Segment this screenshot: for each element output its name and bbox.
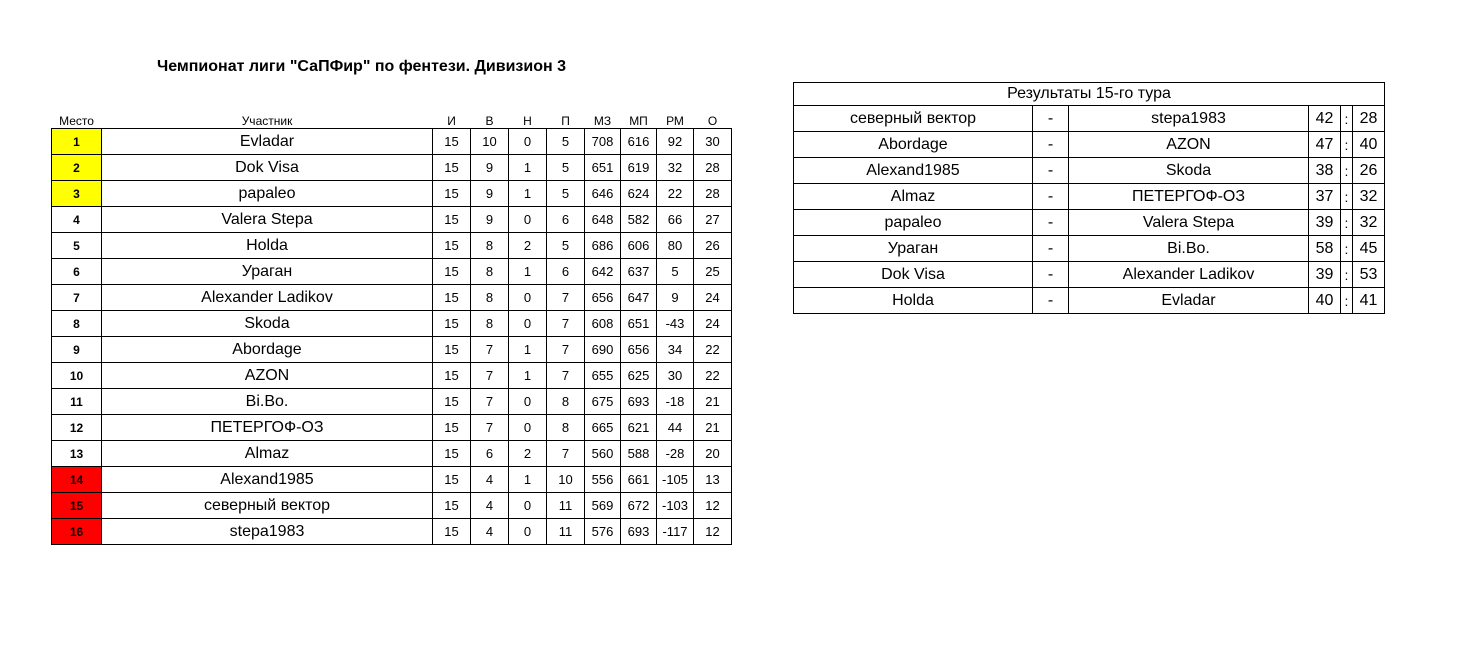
match-row — [794, 132, 1385, 158]
losses-cell: 5 — [547, 181, 585, 207]
home-team: Alexand1985 — [794, 158, 1033, 184]
points-against-cell: 616 — [621, 129, 657, 155]
participant-name: Abordage — [102, 337, 433, 363]
page-title: Чемпионат лиги "СаПФир" по фентези. Дивизион 3 — [157, 58, 566, 75]
participant-name: AZON — [102, 363, 433, 389]
participant-name: Valera Stepa — [102, 207, 433, 233]
points-for-cell: 690 — [585, 337, 621, 363]
draws-cell: 0 — [509, 519, 547, 545]
points-against-cell: 621 — [621, 415, 657, 441]
draws-cell: 1 — [509, 155, 547, 181]
standings-row — [52, 493, 732, 519]
points-against-cell: 651 — [621, 311, 657, 337]
score-cell: 12 — [694, 493, 732, 519]
standings-row — [52, 467, 732, 493]
draws-cell: 2 — [509, 441, 547, 467]
participant-name: ПЕТЕРГОФ-ОЗ — [102, 415, 433, 441]
match-separator: - — [1033, 262, 1069, 288]
match-separator: - — [1033, 132, 1069, 158]
points-diff-cell: 80 — [657, 233, 694, 259]
losses-cell: 11 — [547, 519, 585, 545]
away-score: 26 — [1353, 158, 1385, 184]
points-diff-cell: -103 — [657, 493, 694, 519]
header-score: О — [707, 114, 718, 128]
standings-row — [52, 337, 732, 363]
losses-cell: 6 — [547, 259, 585, 285]
wins-cell: 8 — [471, 285, 509, 311]
points-for-cell: 642 — [585, 259, 621, 285]
match-row — [794, 236, 1385, 262]
games-cell: 15 — [433, 207, 471, 233]
wins-cell: 4 — [471, 519, 509, 545]
points-diff-cell: -18 — [657, 389, 694, 415]
away-team: Bi.Bo. — [1069, 236, 1309, 262]
participant-name: Evladar — [102, 129, 433, 155]
place-cell: 10 — [52, 363, 102, 389]
losses-cell: 7 — [547, 285, 585, 311]
home-score: 47 — [1309, 132, 1341, 158]
away-score: 28 — [1353, 106, 1385, 132]
score-cell: 22 — [694, 337, 732, 363]
games-cell: 15 — [433, 285, 471, 311]
games-cell: 15 — [433, 311, 471, 337]
points-diff-cell: -43 — [657, 311, 694, 337]
place-cell: 15 — [52, 493, 102, 519]
points-diff-cell: -105 — [657, 467, 694, 493]
losses-cell: 8 — [547, 389, 585, 415]
participant-name: Skoda — [102, 311, 433, 337]
match-row — [794, 288, 1385, 314]
points-against-cell: 625 — [621, 363, 657, 389]
match-row — [794, 262, 1385, 288]
match-separator: - — [1033, 106, 1069, 132]
score-cell: 24 — [694, 285, 732, 311]
wins-cell: 4 — [471, 467, 509, 493]
score-colon: : — [1341, 262, 1353, 288]
header-wins: В — [485, 114, 494, 128]
losses-cell: 10 — [547, 467, 585, 493]
standings-row — [52, 415, 732, 441]
place-cell: 8 — [52, 311, 102, 337]
points-for-cell: 686 — [585, 233, 621, 259]
games-cell: 15 — [433, 337, 471, 363]
standings-row — [52, 311, 732, 337]
score-cell: 21 — [694, 389, 732, 415]
match-row — [794, 210, 1385, 236]
draws-cell: 0 — [509, 311, 547, 337]
standings-row — [52, 155, 732, 181]
standings-row — [52, 233, 732, 259]
points-for-cell: 560 — [585, 441, 621, 467]
standings-row — [52, 363, 732, 389]
score-cell: 28 — [694, 155, 732, 181]
header-participant: Участник — [241, 114, 293, 128]
match-row — [794, 106, 1385, 132]
home-score: 38 — [1309, 158, 1341, 184]
points-for-cell: 665 — [585, 415, 621, 441]
wins-cell: 7 — [471, 389, 509, 415]
points-against-cell: 582 — [621, 207, 657, 233]
points-for-cell: 576 — [585, 519, 621, 545]
place-cell: 13 — [52, 441, 102, 467]
draws-cell: 0 — [509, 389, 547, 415]
away-score: 45 — [1353, 236, 1385, 262]
match-separator: - — [1033, 288, 1069, 314]
home-team: северный вектор — [794, 106, 1033, 132]
points-diff-cell: 9 — [657, 285, 694, 311]
participant-name: Ураган — [102, 259, 433, 285]
standings-row — [52, 181, 732, 207]
place-cell: 7 — [52, 285, 102, 311]
points-diff-cell: 92 — [657, 129, 694, 155]
draws-cell: 1 — [509, 467, 547, 493]
home-team: Abordage — [794, 132, 1033, 158]
participant-name: северный вектор — [102, 493, 433, 519]
points-for-cell: 656 — [585, 285, 621, 311]
home-score: 39 — [1309, 210, 1341, 236]
points-diff-cell: 5 — [657, 259, 694, 285]
points-against-cell: 672 — [621, 493, 657, 519]
games-cell: 15 — [433, 415, 471, 441]
games-cell: 15 — [433, 129, 471, 155]
points-against-cell: 624 — [621, 181, 657, 207]
place-cell: 1 — [52, 129, 102, 155]
points-against-cell: 606 — [621, 233, 657, 259]
home-score: 58 — [1309, 236, 1341, 262]
points-against-cell: 693 — [621, 519, 657, 545]
games-cell: 15 — [433, 441, 471, 467]
points-diff-cell: -117 — [657, 519, 694, 545]
points-against-cell: 656 — [621, 337, 657, 363]
draws-cell: 0 — [509, 493, 547, 519]
away-team: ПЕТЕРГОФ-ОЗ — [1069, 184, 1309, 210]
points-for-cell: 651 — [585, 155, 621, 181]
standings-row — [52, 441, 732, 467]
home-team: Holda — [794, 288, 1033, 314]
standings-header-row — [52, 108, 732, 129]
away-team: stepa1983 — [1069, 106, 1309, 132]
away-team: Valera Stepa — [1069, 210, 1309, 236]
away-score: 40 — [1353, 132, 1385, 158]
points-against-cell: 588 — [621, 441, 657, 467]
points-diff-cell: 34 — [657, 337, 694, 363]
games-cell: 15 — [433, 181, 471, 207]
standings-row — [52, 207, 732, 233]
draws-cell: 0 — [509, 207, 547, 233]
games-cell: 15 — [433, 493, 471, 519]
header-losses: П — [561, 114, 570, 128]
away-team: Alexander Ladikov — [1069, 262, 1309, 288]
participant-name: Bi.Bo. — [102, 389, 433, 415]
points-against-cell: 619 — [621, 155, 657, 181]
participant-name: Holda — [102, 233, 433, 259]
wins-cell: 8 — [471, 233, 509, 259]
place-cell: 3 — [52, 181, 102, 207]
score-colon: : — [1341, 158, 1353, 184]
draws-cell: 0 — [509, 285, 547, 311]
score-cell: 30 — [694, 129, 732, 155]
games-cell: 15 — [433, 389, 471, 415]
score-cell: 26 — [694, 233, 732, 259]
draws-cell: 0 — [509, 415, 547, 441]
standings-row — [52, 259, 732, 285]
match-row — [794, 184, 1385, 210]
games-cell: 15 — [433, 519, 471, 545]
place-cell: 2 — [52, 155, 102, 181]
home-team: Ураган — [794, 236, 1033, 262]
games-cell: 15 — [433, 233, 471, 259]
losses-cell: 5 — [547, 129, 585, 155]
away-team: Skoda — [1069, 158, 1309, 184]
wins-cell: 6 — [471, 441, 509, 467]
home-team: Almaz — [794, 184, 1033, 210]
score-cell: 20 — [694, 441, 732, 467]
losses-cell: 11 — [547, 493, 585, 519]
wins-cell: 7 — [471, 337, 509, 363]
score-cell: 27 — [694, 207, 732, 233]
wins-cell: 8 — [471, 259, 509, 285]
points-for-cell: 556 — [585, 467, 621, 493]
wins-cell: 9 — [471, 181, 509, 207]
wins-cell: 7 — [471, 363, 509, 389]
away-score: 32 — [1353, 184, 1385, 210]
games-cell: 15 — [433, 363, 471, 389]
losses-cell: 6 — [547, 207, 585, 233]
home-score: 40 — [1309, 288, 1341, 314]
losses-cell: 8 — [547, 415, 585, 441]
losses-cell: 7 — [547, 337, 585, 363]
standings-row — [52, 389, 732, 415]
losses-cell: 5 — [547, 233, 585, 259]
score-cell: 12 — [694, 519, 732, 545]
games-cell: 15 — [433, 467, 471, 493]
standings-row — [52, 519, 732, 545]
points-against-cell: 693 — [621, 389, 657, 415]
away-team: AZON — [1069, 132, 1309, 158]
points-diff-cell: 30 — [657, 363, 694, 389]
score-cell: 28 — [694, 181, 732, 207]
games-cell: 15 — [433, 155, 471, 181]
points-for-cell: 608 — [585, 311, 621, 337]
draws-cell: 1 — [509, 363, 547, 389]
match-separator: - — [1033, 184, 1069, 210]
losses-cell: 7 — [547, 363, 585, 389]
points-against-cell: 637 — [621, 259, 657, 285]
place-cell: 5 — [52, 233, 102, 259]
score-cell: 24 — [694, 311, 732, 337]
score-cell: 21 — [694, 415, 732, 441]
losses-cell: 7 — [547, 441, 585, 467]
points-for-cell: 569 — [585, 493, 621, 519]
place-cell: 6 — [52, 259, 102, 285]
draws-cell: 2 — [509, 233, 547, 259]
standings-table — [51, 108, 732, 545]
draws-cell: 1 — [509, 259, 547, 285]
away-score: 41 — [1353, 288, 1385, 314]
participant-name: stepa1983 — [102, 519, 433, 545]
results-title: Результаты 15-го тура — [794, 83, 1385, 106]
score-colon: : — [1341, 184, 1353, 210]
score-colon: : — [1341, 288, 1353, 314]
home-score: 42 — [1309, 106, 1341, 132]
score-colon: : — [1341, 132, 1353, 158]
score-colon: : — [1341, 210, 1353, 236]
place-cell: 14 — [52, 467, 102, 493]
standings-row — [52, 285, 732, 311]
points-against-cell: 661 — [621, 467, 657, 493]
wins-cell: 8 — [471, 311, 509, 337]
standings-row — [52, 129, 732, 155]
participant-name: Dok Visa — [102, 155, 433, 181]
points-for-cell: 675 — [585, 389, 621, 415]
draws-cell: 1 — [509, 337, 547, 363]
games-cell: 15 — [433, 259, 471, 285]
header-games: И — [447, 114, 456, 128]
place-cell: 9 — [52, 337, 102, 363]
place-cell: 12 — [52, 415, 102, 441]
participant-name: Alexander Ladikov — [102, 285, 433, 311]
header-points-for: МЗ — [593, 114, 612, 128]
score-cell: 25 — [694, 259, 732, 285]
participant-name: Almaz — [102, 441, 433, 467]
score-cell: 13 — [694, 467, 732, 493]
score-colon: : — [1341, 236, 1353, 262]
header-points-against: МП — [629, 114, 648, 128]
away-score: 32 — [1353, 210, 1385, 236]
points-for-cell: 648 — [585, 207, 621, 233]
wins-cell: 10 — [471, 129, 509, 155]
points-for-cell: 655 — [585, 363, 621, 389]
place-cell: 4 — [52, 207, 102, 233]
home-score: 39 — [1309, 262, 1341, 288]
header-points-diff: РМ — [666, 114, 684, 128]
points-against-cell: 647 — [621, 285, 657, 311]
losses-cell: 7 — [547, 311, 585, 337]
match-row — [794, 158, 1385, 184]
wins-cell: 9 — [471, 155, 509, 181]
match-separator: - — [1033, 236, 1069, 262]
wins-cell: 9 — [471, 207, 509, 233]
home-score: 37 — [1309, 184, 1341, 210]
wins-cell: 4 — [471, 493, 509, 519]
round-results-table — [793, 82, 1385, 314]
away-score: 53 — [1353, 262, 1385, 288]
score-colon: : — [1341, 106, 1353, 132]
points-diff-cell: 22 — [657, 181, 694, 207]
points-diff-cell: 66 — [657, 207, 694, 233]
points-diff-cell: -28 — [657, 441, 694, 467]
points-diff-cell: 44 — [657, 415, 694, 441]
points-for-cell: 708 — [585, 129, 621, 155]
wins-cell: 7 — [471, 415, 509, 441]
place-cell: 11 — [52, 389, 102, 415]
points-diff-cell: 32 — [657, 155, 694, 181]
away-team: Evladar — [1069, 288, 1309, 314]
match-separator: - — [1033, 158, 1069, 184]
results-header-row — [794, 83, 1385, 106]
losses-cell: 5 — [547, 155, 585, 181]
home-team: papaleo — [794, 210, 1033, 236]
place-cell: 16 — [52, 519, 102, 545]
header-place: Место — [59, 114, 94, 128]
participant-name: papaleo — [102, 181, 433, 207]
header-draws: Н — [523, 114, 532, 128]
points-for-cell: 646 — [585, 181, 621, 207]
match-separator: - — [1033, 210, 1069, 236]
draws-cell: 1 — [509, 181, 547, 207]
participant-name: Alexand1985 — [102, 467, 433, 493]
home-team: Dok Visa — [794, 262, 1033, 288]
score-cell: 22 — [694, 363, 732, 389]
draws-cell: 0 — [509, 129, 547, 155]
